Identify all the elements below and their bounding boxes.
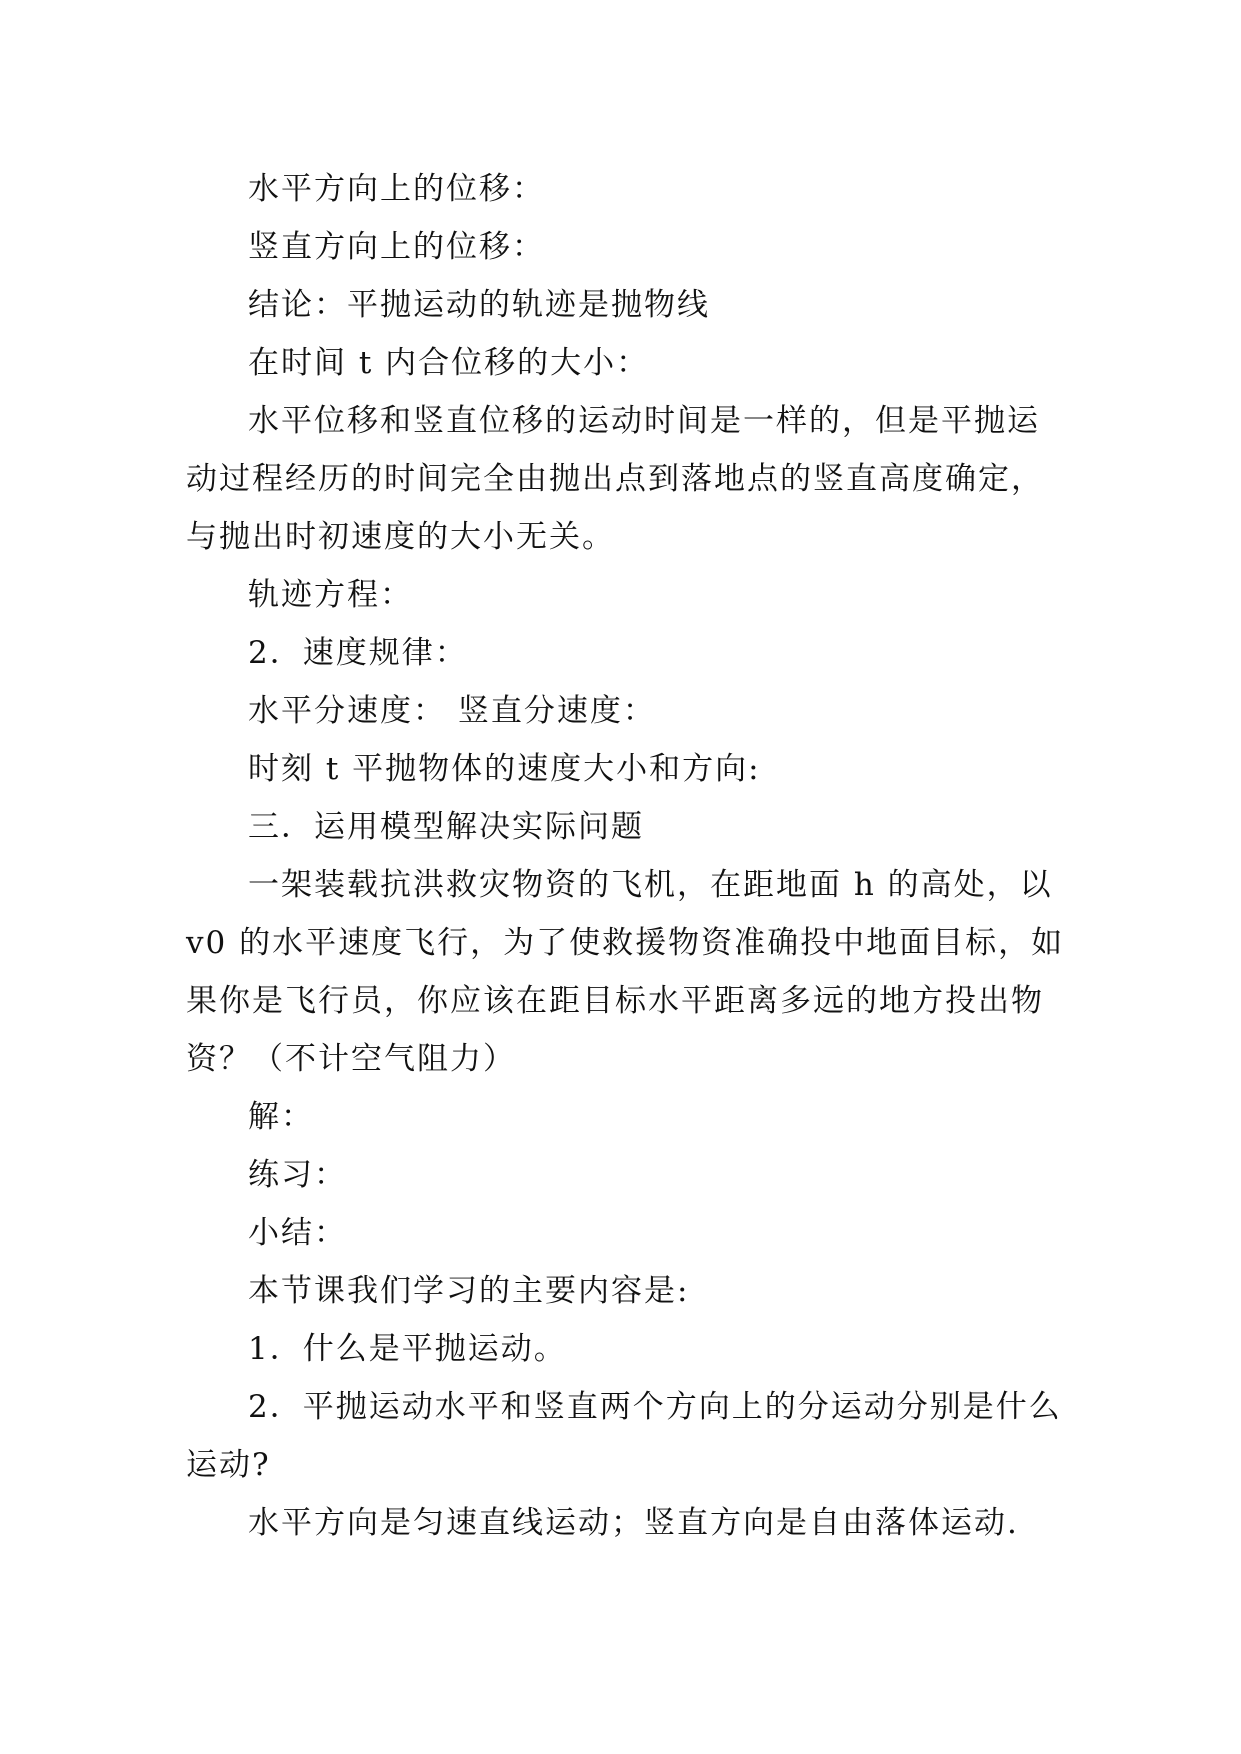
summary-item-2-answer: 水平方向是匀速直线运动；竖直方向是自由落体运动. [248,1505,1019,1541]
document-body [186,160,1066,1552]
paragraph-summary-intro: 本节课我们学习的主要内容是: [248,1273,690,1309]
paragraph-time-explanation: 水平位移和竖直位移的运动时间是一样的，但是平抛运动过程经历的时间完全由抛出点到落地点的竖直高度确定，与抛出时初速度的大小无关。 [186,403,1044,555]
paragraph-exercise: 练习： [248,1157,347,1193]
paragraph-velocity-at-time-t: 时刻 t 平抛物体的速度大小和方向: [248,751,761,787]
summary-item-2: 2．平抛运动水平和竖直两个方向上的分运动分别是什么运动? [186,1389,1062,1483]
section-heading-apply-model: 三．运用模型解决实际问题 [248,809,644,845]
paragraph-resultant-displacement: 在时间 t 内合位移的大小： [248,345,650,381]
paragraph-trajectory-equation: 轨迹方程： [248,577,413,613]
paragraph-horizontal-displacement: 水平方向上的位移： [248,171,545,207]
paragraph-vertical-displacement: 竖直方向上的位移： [248,229,545,265]
summary-item-1: 1．什么是平抛运动。 [248,1331,567,1367]
paragraph-velocity-law: 2．速度规律： [248,635,468,671]
paragraph-summary: 小结： [248,1215,347,1251]
paragraph-velocity-components: 水平分速度： 竖直分速度： [248,693,656,729]
paragraph-solution: 解： [248,1099,314,1135]
paragraph-airplane-problem: 一架装载抗洪救灾物资的飞机，在距地面 h 的高处，以 v0 的水平速度飞行，为了使救援物资准确投中地面目标，如果你是飞行员，你应该在距目标水平距离多远的地方投出物资？（不计空气阻力） [186,867,1065,1077]
paragraph-conclusion: 结论：平抛运动的轨迹是抛物线 [248,287,710,323]
